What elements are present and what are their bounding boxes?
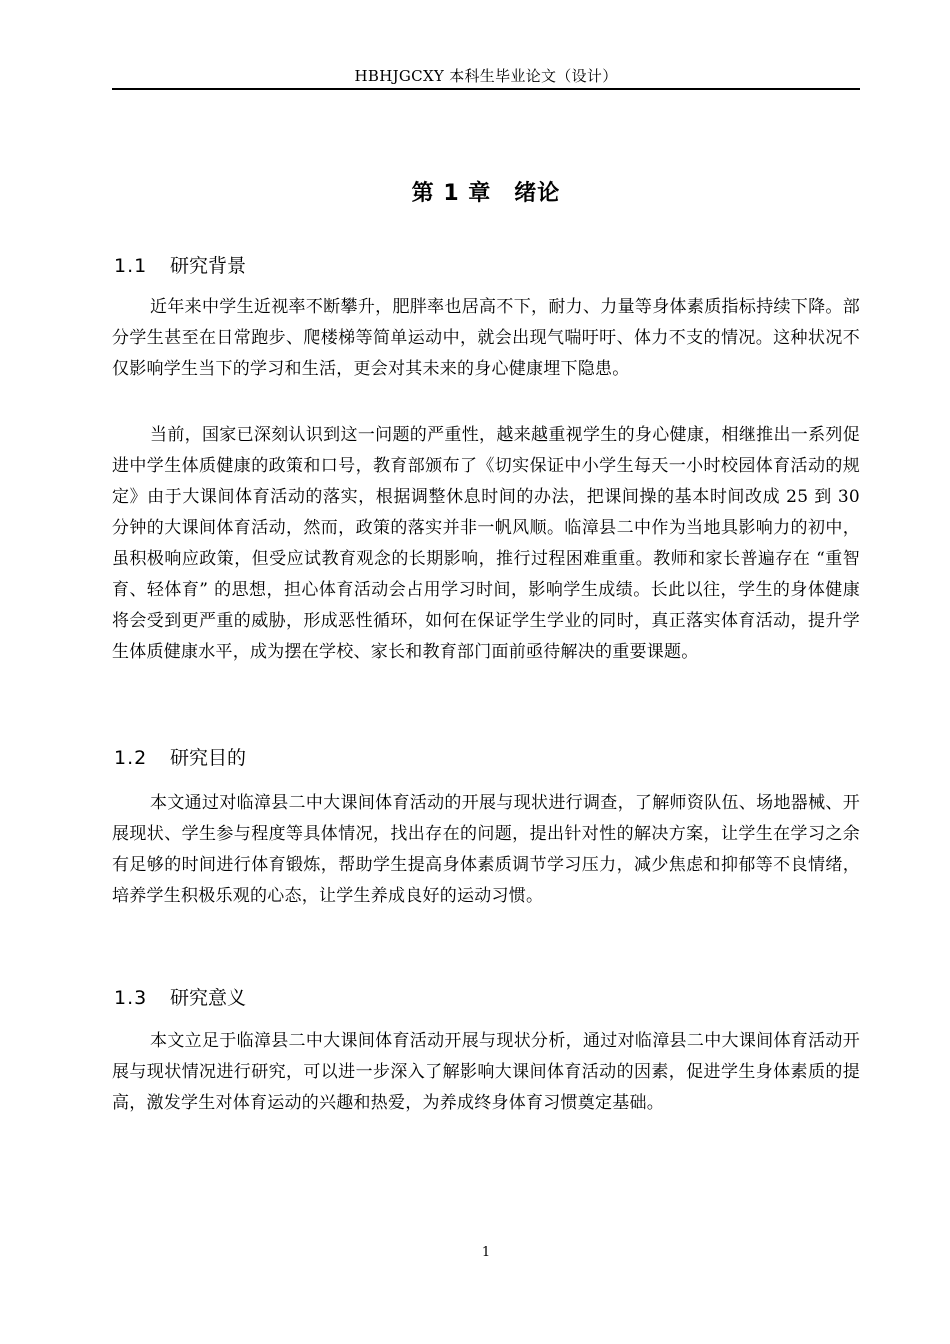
header-rule <box>112 88 860 90</box>
section-heading-1-2 <box>114 744 854 772</box>
section-title: 研究意义 <box>170 987 247 1009</box>
section-number: 1.3 <box>114 987 148 1009</box>
section-title: 研究目的 <box>170 747 247 769</box>
paragraph-background-2: 当前，国家已深刻认识到这一问题的严重性，越来越重视学生的身心健康，相继推出一系列促进中学生体质健康的政策和口号，教育部颁布了《切实保证中小学生每天一小时校园体育活动的规定》由于大课间体育活动的落实，根据调整休息时间的办法，把课间操的基本时间改成 25 到 30 分钟的大课间体育活动，然而，政策的落实并非一帆风顺。临漳县二中作为当地具影响力的初中，虽积极响应政策，但受应试教育观念的长期影响，推行过程困难重重。教师和家长普遍存在 “重智育、轻体育” 的思想，担心体育活动会占用学习时间，影响学生成绩。长此以往，学生的身体健康将会受到更严重的威胁，形成恶性循环，如何在保证学生学业的同时，真正落实体育活动，提升学生体质健康水平，成为摆在学校、家长和教育部门面前亟待解决的重要课题。 <box>112 425 860 662</box>
paragraph-significance: 本文立足于临漳县二中大课间体育活动开展与现状分析，通过对临漳县二中大课间体育活动开展与现状情况进行研究，可以进一步深入了解影响大课间体育活动的因素，促进学生身体素质的提高，激发学生对体育运动的兴趣和热爱，为养成终身体育习惯奠定基础。 <box>112 1031 860 1113</box>
paragraph-purpose: 本文通过对临漳县二中大课间体育活动的开展与现状进行调查，了解师资队伍、场地器械、开展现状、学生参与程度等具体情况，找出存在的问题，提出针对性的解决方案，让学生在学习之余有足够的时间进行体育锻炼，帮助学生提高身体素质调节学习压力，减少焦虑和抑郁等不良情绪，培养学生积极乐观的心态，让学生养成良好的运动习惯。 <box>112 793 860 906</box>
chapter-title: 第 1 章 绪论 <box>411 181 561 206</box>
paragraph-background-1: 近年来中学生近视率不断攀升，肥胖率也居高不下，耐力、力量等身体素质指标持续下降。部分学生甚至在日常跑步、爬楼梯等简单运动中，就会出现气喘吁吁、体力不支的情况。这种状况不仅影响学生当下的学习和生活，更会对其未来的身心健康埋下隐患。 <box>112 297 860 379</box>
section-heading-1-3 <box>114 984 854 1012</box>
section-heading-1-1 <box>114 252 854 280</box>
section-number: 1.2 <box>114 747 148 769</box>
section-title: 研究背景 <box>170 255 247 277</box>
page-number: 1 <box>481 1245 491 1260</box>
running-header: HBHJGCXY 本科生毕业论文（设计） <box>354 67 618 85</box>
section-number: 1.1 <box>114 255 148 277</box>
